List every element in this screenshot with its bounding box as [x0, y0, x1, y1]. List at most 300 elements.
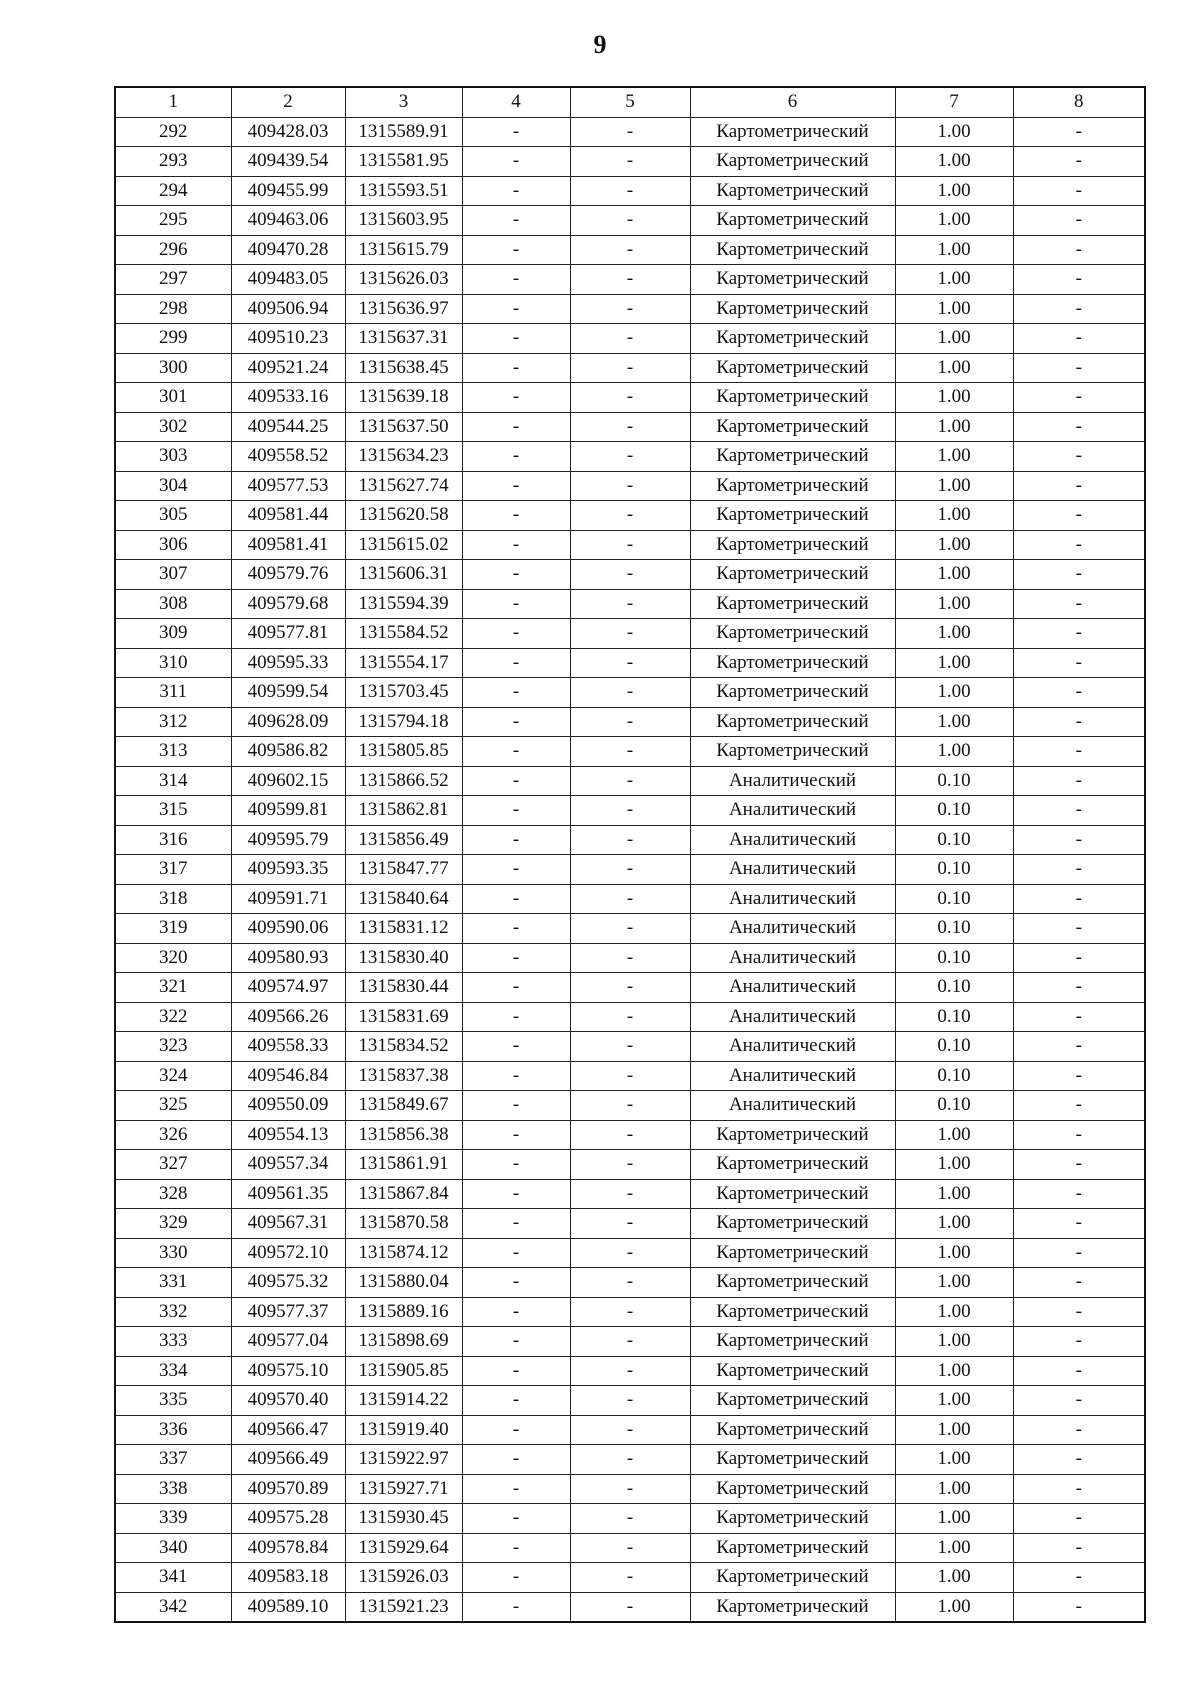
column-4-cell: - — [462, 796, 570, 826]
column-4-cell: - — [462, 383, 570, 413]
column-4-cell: - — [462, 1209, 570, 1239]
table-row — [115, 206, 1145, 236]
y-coordinate-cell: 1315898.69 — [345, 1327, 462, 1357]
table-row — [115, 1327, 1145, 1357]
column-5-cell: - — [570, 530, 690, 560]
column-5-cell: - — [570, 206, 690, 236]
accuracy-cell: 0.10 — [895, 766, 1013, 796]
method-cell: Аналитический — [690, 825, 895, 855]
accuracy-cell: 1.00 — [895, 589, 1013, 619]
column-5-cell: - — [570, 560, 690, 590]
table-row — [115, 589, 1145, 619]
accuracy-cell: 0.10 — [895, 1002, 1013, 1032]
table-row — [115, 442, 1145, 472]
column-5-cell: - — [570, 943, 690, 973]
accuracy-cell: 1.00 — [895, 619, 1013, 649]
x-coordinate-cell: 409580.93 — [231, 943, 345, 973]
x-coordinate-cell: 409557.34 — [231, 1150, 345, 1180]
y-coordinate-cell: 1315849.67 — [345, 1091, 462, 1121]
column-4-cell: - — [462, 1386, 570, 1416]
table-row — [115, 1504, 1145, 1534]
method-cell: Аналитический — [690, 796, 895, 826]
table-row — [115, 619, 1145, 649]
point-number-cell: 293 — [115, 147, 231, 177]
column-8-cell: - — [1013, 796, 1145, 826]
column-4-cell: - — [462, 619, 570, 649]
table-row — [115, 737, 1145, 767]
y-coordinate-cell: 1315831.69 — [345, 1002, 462, 1032]
table-row — [115, 471, 1145, 501]
column-8-cell: - — [1013, 1238, 1145, 1268]
accuracy-cell: 1.00 — [895, 1297, 1013, 1327]
column-4-cell: - — [462, 1563, 570, 1593]
x-coordinate-cell: 409566.49 — [231, 1445, 345, 1475]
method-cell: Картометрический — [690, 501, 895, 531]
column-5-cell: - — [570, 147, 690, 177]
method-cell: Аналитический — [690, 766, 895, 796]
column-4-cell: - — [462, 589, 570, 619]
column-5-cell: - — [570, 766, 690, 796]
header-cell-2: 2 — [231, 87, 345, 117]
table-row — [115, 353, 1145, 383]
x-coordinate-cell: 409595.79 — [231, 825, 345, 855]
y-coordinate-cell: 1315830.40 — [345, 943, 462, 973]
column-8-cell: - — [1013, 442, 1145, 472]
method-cell: Картометрический — [690, 1533, 895, 1563]
table-row — [115, 1297, 1145, 1327]
x-coordinate-cell: 409577.04 — [231, 1327, 345, 1357]
y-coordinate-cell: 1315794.18 — [345, 707, 462, 737]
header-cell-4: 4 — [462, 87, 570, 117]
column-8-cell: - — [1013, 943, 1145, 973]
y-coordinate-cell: 1315862.81 — [345, 796, 462, 826]
column-8-cell: - — [1013, 235, 1145, 265]
point-number-cell: 311 — [115, 678, 231, 708]
y-coordinate-cell: 1315880.04 — [345, 1268, 462, 1298]
table-row — [115, 1592, 1145, 1622]
column-5-cell: - — [570, 1091, 690, 1121]
accuracy-cell: 0.10 — [895, 825, 1013, 855]
column-5-cell: - — [570, 619, 690, 649]
accuracy-cell: 0.10 — [895, 884, 1013, 914]
x-coordinate-cell: 409595.33 — [231, 648, 345, 678]
column-4-cell: - — [462, 1032, 570, 1062]
column-5-cell: - — [570, 1474, 690, 1504]
accuracy-cell: 1.00 — [895, 176, 1013, 206]
column-8-cell: - — [1013, 1061, 1145, 1091]
page-number: 9 — [593, 30, 607, 59]
column-8-cell: - — [1013, 825, 1145, 855]
x-coordinate-cell: 409572.10 — [231, 1238, 345, 1268]
method-cell: Картометрический — [690, 442, 895, 472]
x-coordinate-cell: 409575.10 — [231, 1356, 345, 1386]
accuracy-cell: 1.00 — [895, 1238, 1013, 1268]
column-4-cell: - — [462, 1504, 570, 1534]
x-coordinate-cell: 409586.82 — [231, 737, 345, 767]
column-5-cell: - — [570, 1297, 690, 1327]
accuracy-cell: 1.00 — [895, 294, 1013, 324]
column-8-cell: - — [1013, 353, 1145, 383]
column-5-cell: - — [570, 1563, 690, 1593]
point-number-cell: 312 — [115, 707, 231, 737]
column-4-cell: - — [462, 501, 570, 531]
accuracy-cell: 1.00 — [895, 1150, 1013, 1180]
column-5-cell: - — [570, 324, 690, 354]
column-5-cell: - — [570, 1061, 690, 1091]
point-number-cell: 310 — [115, 648, 231, 678]
x-coordinate-cell: 409574.97 — [231, 973, 345, 1003]
column-4-cell: - — [462, 442, 570, 472]
accuracy-cell: 1.00 — [895, 1179, 1013, 1209]
column-4-cell: - — [462, 855, 570, 885]
column-8-cell: - — [1013, 206, 1145, 236]
column-8-cell: - — [1013, 1386, 1145, 1416]
table-row — [115, 1091, 1145, 1121]
accuracy-cell: 0.10 — [895, 914, 1013, 944]
column-4-cell: - — [462, 1061, 570, 1091]
method-cell: Картометрический — [690, 619, 895, 649]
point-number-cell: 307 — [115, 560, 231, 590]
point-number-cell: 309 — [115, 619, 231, 649]
point-number-cell: 295 — [115, 206, 231, 236]
x-coordinate-cell: 409455.99 — [231, 176, 345, 206]
x-coordinate-cell: 409577.53 — [231, 471, 345, 501]
column-5-cell: - — [570, 383, 690, 413]
column-5-cell: - — [570, 1327, 690, 1357]
method-cell: Картометрический — [690, 412, 895, 442]
column-4-cell: - — [462, 235, 570, 265]
table-row — [115, 235, 1145, 265]
table-row — [115, 1032, 1145, 1062]
point-number-cell: 320 — [115, 943, 231, 973]
x-coordinate-cell: 409581.41 — [231, 530, 345, 560]
method-cell: Аналитический — [690, 884, 895, 914]
method-cell: Картометрический — [690, 648, 895, 678]
point-number-cell: 321 — [115, 973, 231, 1003]
column-8-cell: - — [1013, 1179, 1145, 1209]
column-4-cell: - — [462, 353, 570, 383]
column-5-cell: - — [570, 825, 690, 855]
y-coordinate-cell: 1315889.16 — [345, 1297, 462, 1327]
column-8-cell: - — [1013, 560, 1145, 590]
point-number-cell: 318 — [115, 884, 231, 914]
point-number-cell: 314 — [115, 766, 231, 796]
accuracy-cell: 0.10 — [895, 1091, 1013, 1121]
table-row — [115, 265, 1145, 295]
y-coordinate-cell: 1315840.64 — [345, 884, 462, 914]
column-8-cell: - — [1013, 1327, 1145, 1357]
column-5-cell: - — [570, 1238, 690, 1268]
table-row — [115, 766, 1145, 796]
point-number-cell: 313 — [115, 737, 231, 767]
accuracy-cell: 1.00 — [895, 1386, 1013, 1416]
column-5-cell: - — [570, 1209, 690, 1239]
point-number-cell: 338 — [115, 1474, 231, 1504]
method-cell: Картометрический — [690, 1592, 895, 1622]
accuracy-cell: 0.10 — [895, 1032, 1013, 1062]
point-number-cell: 337 — [115, 1445, 231, 1475]
column-4-cell: - — [462, 1533, 570, 1563]
column-4-cell: - — [462, 265, 570, 295]
point-number-cell: 319 — [115, 914, 231, 944]
method-cell: Аналитический — [690, 943, 895, 973]
column-5-cell: - — [570, 737, 690, 767]
table-row — [115, 1268, 1145, 1298]
method-cell: Картометрический — [690, 176, 895, 206]
y-coordinate-cell: 1315805.85 — [345, 737, 462, 767]
table-row — [115, 1238, 1145, 1268]
accuracy-cell: 1.00 — [895, 1474, 1013, 1504]
column-8-cell: - — [1013, 1474, 1145, 1504]
x-coordinate-cell: 409628.09 — [231, 707, 345, 737]
accuracy-cell: 1.00 — [895, 117, 1013, 147]
table-row — [115, 648, 1145, 678]
table-row — [115, 1120, 1145, 1150]
y-coordinate-cell: 1315856.49 — [345, 825, 462, 855]
column-4-cell: - — [462, 943, 570, 973]
column-4-cell: - — [462, 884, 570, 914]
x-coordinate-cell: 409558.33 — [231, 1032, 345, 1062]
column-5-cell: - — [570, 471, 690, 501]
accuracy-cell: 1.00 — [895, 147, 1013, 177]
y-coordinate-cell: 1315856.38 — [345, 1120, 462, 1150]
accuracy-cell: 1.00 — [895, 1209, 1013, 1239]
point-number-cell: 308 — [115, 589, 231, 619]
point-number-cell: 316 — [115, 825, 231, 855]
accuracy-cell: 1.00 — [895, 471, 1013, 501]
accuracy-cell: 1.00 — [895, 530, 1013, 560]
accuracy-cell: 1.00 — [895, 235, 1013, 265]
y-coordinate-cell: 1315870.58 — [345, 1209, 462, 1239]
column-8-cell: - — [1013, 501, 1145, 531]
column-5-cell: - — [570, 442, 690, 472]
point-number-cell: 305 — [115, 501, 231, 531]
method-cell: Картометрический — [690, 1445, 895, 1475]
column-8-cell: - — [1013, 412, 1145, 442]
method-cell: Картометрический — [690, 353, 895, 383]
column-4-cell: - — [462, 1445, 570, 1475]
table-row — [115, 412, 1145, 442]
x-coordinate-cell: 409561.35 — [231, 1179, 345, 1209]
table-row — [115, 973, 1145, 1003]
method-cell: Картометрический — [690, 147, 895, 177]
x-coordinate-cell: 409521.24 — [231, 353, 345, 383]
table-row — [115, 1209, 1145, 1239]
x-coordinate-cell: 409581.44 — [231, 501, 345, 531]
x-coordinate-cell: 409463.06 — [231, 206, 345, 236]
y-coordinate-cell: 1315589.91 — [345, 117, 462, 147]
method-cell: Картометрический — [690, 471, 895, 501]
table-row — [115, 1002, 1145, 1032]
x-coordinate-cell: 409506.94 — [231, 294, 345, 324]
point-number-cell: 331 — [115, 1268, 231, 1298]
column-4-cell: - — [462, 1120, 570, 1150]
header-cell-6: 6 — [690, 87, 895, 117]
column-4-cell: - — [462, 176, 570, 206]
method-cell: Картометрический — [690, 1297, 895, 1327]
point-number-cell: 324 — [115, 1061, 231, 1091]
table-row — [115, 1474, 1145, 1504]
column-5-cell: - — [570, 294, 690, 324]
column-8-cell: - — [1013, 1209, 1145, 1239]
x-coordinate-cell: 409510.23 — [231, 324, 345, 354]
point-number-cell: 299 — [115, 324, 231, 354]
table-row — [115, 383, 1145, 413]
method-cell: Аналитический — [690, 855, 895, 885]
method-cell: Аналитический — [690, 1061, 895, 1091]
point-number-cell: 317 — [115, 855, 231, 885]
x-coordinate-cell: 409567.31 — [231, 1209, 345, 1239]
point-number-cell: 333 — [115, 1327, 231, 1357]
x-coordinate-cell: 409546.84 — [231, 1061, 345, 1091]
point-number-cell: 298 — [115, 294, 231, 324]
method-cell: Аналитический — [690, 1091, 895, 1121]
table-row — [115, 914, 1145, 944]
y-coordinate-cell: 1315637.31 — [345, 324, 462, 354]
accuracy-cell: 1.00 — [895, 648, 1013, 678]
accuracy-cell: 1.00 — [895, 501, 1013, 531]
table-row — [115, 1445, 1145, 1475]
column-8-cell: - — [1013, 324, 1145, 354]
method-cell: Картометрический — [690, 1120, 895, 1150]
point-number-cell: 294 — [115, 176, 231, 206]
method-cell: Аналитический — [690, 1032, 895, 1062]
y-coordinate-cell: 1315639.18 — [345, 383, 462, 413]
x-coordinate-cell: 409578.84 — [231, 1533, 345, 1563]
header-cell-5: 5 — [570, 87, 690, 117]
x-coordinate-cell: 409483.05 — [231, 265, 345, 295]
point-number-cell: 330 — [115, 1238, 231, 1268]
point-number-cell: 296 — [115, 235, 231, 265]
column-8-cell: - — [1013, 648, 1145, 678]
method-cell: Картометрический — [690, 1327, 895, 1357]
column-8-cell: - — [1013, 1504, 1145, 1534]
method-cell: Картометрический — [690, 560, 895, 590]
table-row — [115, 1179, 1145, 1209]
y-coordinate-cell: 1315615.02 — [345, 530, 462, 560]
column-8-cell: - — [1013, 1268, 1145, 1298]
column-5-cell: - — [570, 1268, 690, 1298]
column-8-cell: - — [1013, 1445, 1145, 1475]
y-coordinate-cell: 1315837.38 — [345, 1061, 462, 1091]
column-5-cell: - — [570, 501, 690, 531]
column-5-cell: - — [570, 353, 690, 383]
y-coordinate-cell: 1315620.58 — [345, 501, 462, 531]
column-5-cell: - — [570, 707, 690, 737]
point-number-cell: 297 — [115, 265, 231, 295]
point-number-cell: 332 — [115, 1297, 231, 1327]
column-4-cell: - — [462, 1297, 570, 1327]
accuracy-cell: 1.00 — [895, 1445, 1013, 1475]
accuracy-cell: 1.00 — [895, 1356, 1013, 1386]
column-4-cell: - — [462, 1474, 570, 1504]
table-row — [115, 1563, 1145, 1593]
column-8-cell: - — [1013, 1091, 1145, 1121]
header-cell-1: 1 — [115, 87, 231, 117]
table-row — [115, 147, 1145, 177]
column-8-cell: - — [1013, 294, 1145, 324]
column-5-cell: - — [570, 1415, 690, 1445]
column-8-cell: - — [1013, 1032, 1145, 1062]
point-number-cell: 340 — [115, 1533, 231, 1563]
method-cell: Картометрический — [690, 678, 895, 708]
table-row — [115, 1533, 1145, 1563]
column-8-cell: - — [1013, 1002, 1145, 1032]
point-number-cell: 323 — [115, 1032, 231, 1062]
method-cell: Картометрический — [690, 1268, 895, 1298]
column-5-cell: - — [570, 1533, 690, 1563]
column-5-cell: - — [570, 884, 690, 914]
accuracy-cell: 1.00 — [895, 442, 1013, 472]
column-4-cell: - — [462, 206, 570, 236]
accuracy-cell: 1.00 — [895, 1327, 1013, 1357]
accuracy-cell: 0.10 — [895, 973, 1013, 1003]
x-coordinate-cell: 409599.54 — [231, 678, 345, 708]
table-row — [115, 560, 1145, 590]
column-5-cell: - — [570, 1592, 690, 1622]
x-coordinate-cell: 409577.37 — [231, 1297, 345, 1327]
column-4-cell: - — [462, 1268, 570, 1298]
column-8-cell: - — [1013, 619, 1145, 649]
accuracy-cell: 1.00 — [895, 1415, 1013, 1445]
x-coordinate-cell: 409579.76 — [231, 560, 345, 590]
table-row — [115, 796, 1145, 826]
column-4-cell: - — [462, 324, 570, 354]
column-4-cell: - — [462, 294, 570, 324]
table-row — [115, 1150, 1145, 1180]
table-row — [115, 1356, 1145, 1386]
column-5-cell: - — [570, 1179, 690, 1209]
x-coordinate-cell: 409575.32 — [231, 1268, 345, 1298]
y-coordinate-cell: 1315922.97 — [345, 1445, 462, 1475]
point-number-cell: 304 — [115, 471, 231, 501]
accuracy-cell: 1.00 — [895, 383, 1013, 413]
point-number-cell: 335 — [115, 1386, 231, 1416]
column-4-cell: - — [462, 678, 570, 708]
column-8-cell: - — [1013, 1592, 1145, 1622]
column-4-cell: - — [462, 1179, 570, 1209]
method-cell: Картометрический — [690, 1238, 895, 1268]
column-4-cell: - — [462, 471, 570, 501]
column-8-cell: - — [1013, 265, 1145, 295]
column-5-cell: - — [570, 855, 690, 885]
column-4-cell: - — [462, 412, 570, 442]
point-number-cell: 306 — [115, 530, 231, 560]
accuracy-cell: 1.00 — [895, 1563, 1013, 1593]
y-coordinate-cell: 1315637.50 — [345, 412, 462, 442]
method-cell: Картометрический — [690, 206, 895, 236]
y-coordinate-cell: 1315874.12 — [345, 1238, 462, 1268]
column-8-cell: - — [1013, 1356, 1145, 1386]
x-coordinate-cell: 409558.52 — [231, 442, 345, 472]
column-5-cell: - — [570, 1150, 690, 1180]
y-coordinate-cell: 1315634.23 — [345, 442, 462, 472]
y-coordinate-cell: 1315831.12 — [345, 914, 462, 944]
y-coordinate-cell: 1315703.45 — [345, 678, 462, 708]
accuracy-cell: 1.00 — [895, 737, 1013, 767]
y-coordinate-cell: 1315929.64 — [345, 1533, 462, 1563]
method-cell: Картометрический — [690, 265, 895, 295]
accuracy-cell: 1.00 — [895, 1504, 1013, 1534]
method-cell: Картометрический — [690, 383, 895, 413]
table-row — [115, 117, 1145, 147]
y-coordinate-cell: 1315593.51 — [345, 176, 462, 206]
column-4-cell: - — [462, 648, 570, 678]
method-cell: Картометрический — [690, 1150, 895, 1180]
method-cell: Картометрический — [690, 1563, 895, 1593]
x-coordinate-cell: 409566.26 — [231, 1002, 345, 1032]
point-number-cell: 326 — [115, 1120, 231, 1150]
